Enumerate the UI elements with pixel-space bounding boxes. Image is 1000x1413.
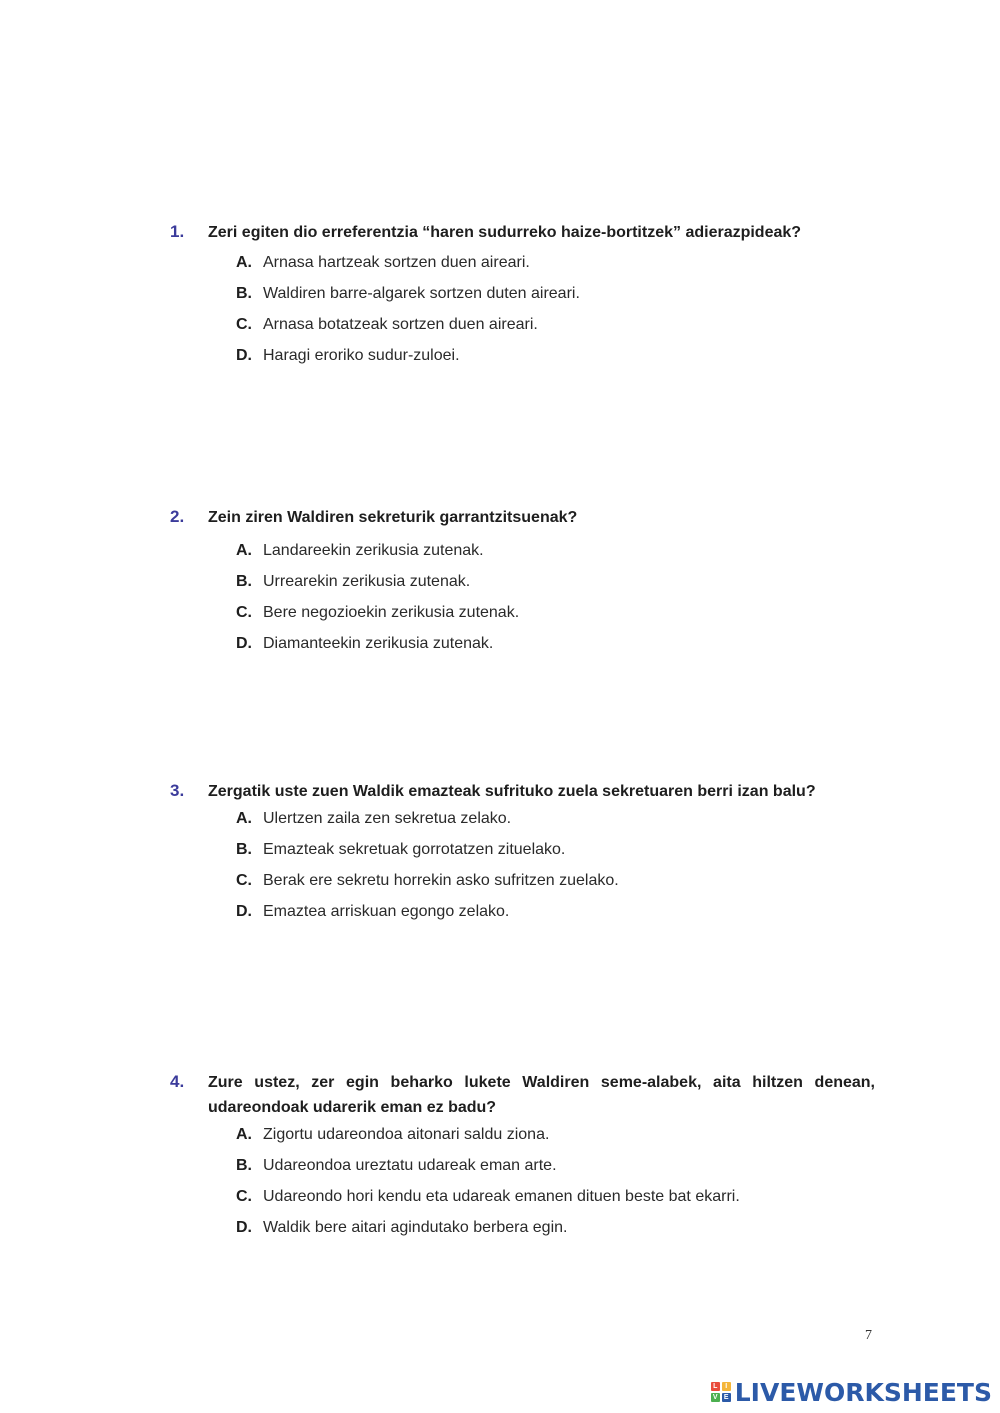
option-text: Haragi eroriko sudur-zuloei.	[263, 347, 460, 364]
option-text: Bere negozioekin zerikusia zutenak.	[263, 604, 520, 621]
option-c[interactable]	[236, 315, 875, 335]
question-text: Zeri egiten dio erreferentzia “haren sudurreko haize-bortitzek” adierazpideak?	[208, 224, 802, 241]
option-letter: C.	[236, 316, 252, 333]
question-text: Zure ustez, zer egin beharko lukete Waldiren seme-alabek, aita hiltzen denean, udareondoak udarerik eman ez badu?	[208, 1074, 875, 1116]
brand-letter-v: V	[711, 1393, 720, 1402]
option-c[interactable]	[236, 1187, 875, 1207]
option-d[interactable]	[236, 634, 875, 654]
option-text: Landareekin zerikusia zutenak.	[263, 542, 484, 559]
option-text: Arnasa hartzeak sortzen duen aireari.	[263, 254, 530, 271]
option-text: Udareondo hori kendu eta udareak emanen dituen beste bat ekarri.	[263, 1188, 740, 1205]
options-list	[236, 1125, 875, 1238]
brand-name: LIVEWORKSHEETS	[734, 1377, 992, 1407]
option-d[interactable]	[236, 346, 875, 366]
option-letter: D.	[236, 635, 252, 652]
option-text: Waldik bere aitari agindutako berbera egin.	[263, 1219, 568, 1236]
brand-letter-l: L	[711, 1382, 720, 1391]
option-letter: B.	[236, 841, 252, 858]
option-text: Emaztea arriskuan egongo zelako.	[263, 903, 510, 920]
option-d[interactable]	[236, 902, 875, 922]
option-text: Diamanteekin zerikusia zutenak.	[263, 635, 494, 652]
option-a[interactable]	[236, 253, 875, 273]
brand-letter-e: E	[722, 1393, 731, 1402]
option-letter: A.	[236, 1126, 252, 1143]
option-letter: A.	[236, 254, 252, 271]
question-text: Zein ziren Waldiren sekreturik garrantzitsuenak?	[208, 509, 578, 526]
option-text: Ulertzen zaila zen sekretua zelako.	[263, 810, 512, 827]
option-d[interactable]	[236, 1218, 875, 1238]
option-c[interactable]	[236, 871, 875, 891]
option-a[interactable]	[236, 809, 875, 829]
option-letter: D.	[236, 903, 252, 920]
page-number: 7	[865, 1328, 872, 1343]
option-letter: C.	[236, 1188, 252, 1205]
option-text: Arnasa botatzeak sortzen duen aireari.	[263, 316, 538, 333]
option-letter: A.	[236, 810, 252, 827]
question-3	[170, 779, 875, 922]
question-4	[170, 1070, 875, 1238]
question-1	[170, 220, 875, 366]
option-c[interactable]	[236, 603, 875, 623]
option-a[interactable]	[236, 1125, 875, 1145]
option-letter: C.	[236, 872, 252, 889]
options-list	[236, 809, 875, 922]
option-b[interactable]	[236, 1156, 875, 1176]
option-b[interactable]	[236, 572, 875, 592]
option-text: Urrearekin zerikusia zutenak.	[263, 573, 471, 590]
option-text: Waldiren barre-algarek sortzen duten aireari.	[263, 285, 580, 302]
option-a[interactable]	[236, 541, 875, 561]
option-letter: B.	[236, 285, 252, 302]
option-text: Udareondoa ureztatu udareak eman arte.	[263, 1157, 557, 1174]
option-letter: D.	[236, 1219, 252, 1236]
question-text: Zergatik uste zuen Waldik emazteak sufrituko zuela sekretuaren berri izan balu?	[208, 783, 816, 800]
option-b[interactable]	[236, 284, 875, 304]
option-letter: C.	[236, 604, 252, 621]
option-text: Berak ere sekretu horrekin asko sufritzen zuelako.	[263, 872, 619, 889]
option-letter: A.	[236, 542, 252, 559]
question-number: 1.	[170, 222, 185, 241]
option-letter: B.	[236, 1157, 252, 1174]
options-list	[236, 541, 875, 654]
question-number: 4.	[170, 1072, 185, 1091]
option-letter: D.	[236, 347, 252, 364]
options-list	[236, 253, 875, 366]
option-letter: B.	[236, 573, 252, 590]
question-number: 3.	[170, 781, 185, 800]
option-text: Emazteak sekretuak gorrotatzen zituelako.	[263, 841, 566, 858]
option-b[interactable]	[236, 840, 875, 860]
liveworksheets-logo	[711, 1377, 992, 1407]
question-number: 2.	[170, 507, 185, 526]
option-text: Zigortu udareondoa aitonari saldu ziona.	[263, 1126, 550, 1143]
question-2	[170, 505, 875, 654]
brand-grid-icon	[711, 1382, 731, 1402]
brand-letter-i: I	[722, 1382, 731, 1391]
